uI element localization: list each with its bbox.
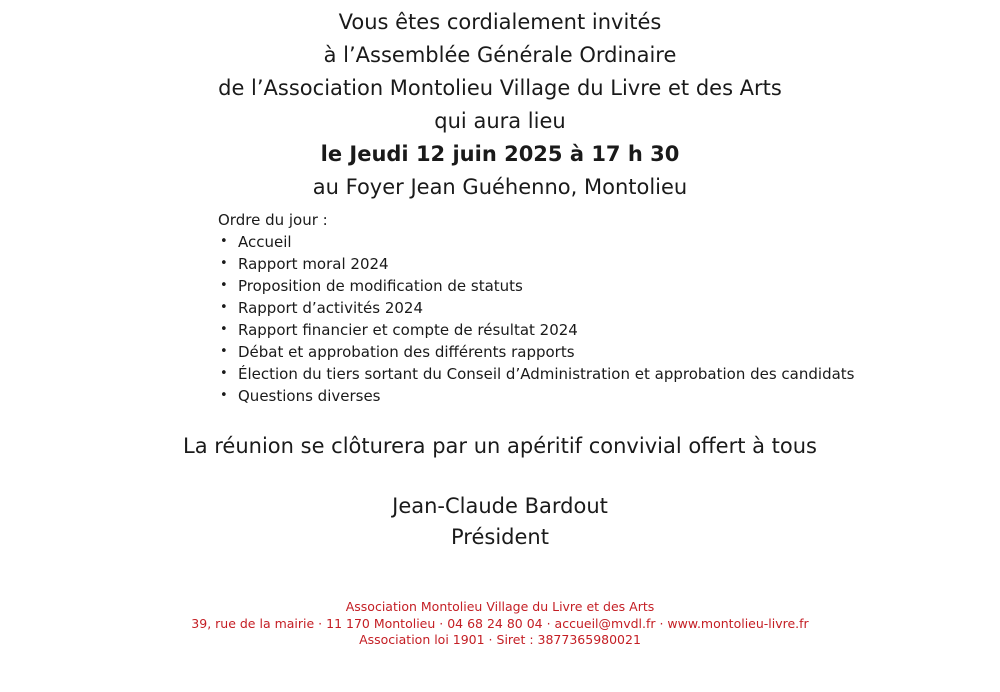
invitation-block (0, 6, 1000, 204)
bullet-icon: • (220, 344, 228, 359)
bullet-icon: • (220, 278, 228, 293)
footer-organization: Association Montolieu Village du Livre et des Arts (345, 599, 655, 614)
agenda-item (218, 297, 854, 319)
agenda-item-label: Rapport moral 2024 (238, 255, 389, 273)
signatory-name: Jean-Claude Bardout (392, 494, 608, 518)
agenda-item (218, 231, 854, 253)
agenda-item (218, 363, 854, 385)
agenda-item-label: Proposition de modification de statuts (238, 277, 523, 295)
event-date: le Jeudi 12 juin 2025 à 17 h 30 (320, 142, 680, 166)
invitation-line-3: de l’Association Montolieu Village du Livre et des Arts (218, 76, 782, 100)
bullet-icon: • (220, 366, 228, 381)
agenda-heading: Ordre du jour : (218, 211, 328, 229)
agenda-section (218, 209, 854, 407)
invitation-line-1: Vous êtes cordialement invités (338, 10, 662, 34)
agenda-item (218, 275, 854, 297)
agenda-item-label: Accueil (238, 233, 292, 251)
agenda-item-label: Rapport d’activités 2024 (238, 299, 424, 317)
agenda-item-label: Rapport financier et compte de résultat 2024 (238, 321, 578, 339)
invitation-line-2: à l’Assemblée Générale Ordinaire (323, 43, 677, 67)
bullet-icon: • (220, 300, 228, 315)
footer-registration: Association loi 1901 · Siret : 3877365980021 (359, 632, 641, 647)
agenda-item-label: Questions diverses (238, 387, 381, 405)
footer (0, 599, 1000, 649)
signature-block (0, 491, 1000, 553)
bullet-icon: • (220, 256, 228, 271)
agenda-item (218, 253, 854, 275)
agenda-item-label: Débat et approbation des différents rapports (238, 343, 575, 361)
signatory-title: Président (451, 525, 549, 549)
invitation-line-4: qui aura lieu (434, 109, 566, 133)
bullet-icon: • (220, 388, 228, 403)
bullet-icon: • (220, 322, 228, 337)
bullet-icon: • (220, 234, 228, 249)
agenda-item (218, 319, 854, 341)
agenda-item (218, 385, 854, 407)
agenda-list (218, 231, 854, 407)
agenda-item (218, 341, 854, 363)
footer-contact: 39, rue de la mairie · 11 170 Montolieu · 04 68 24 80 04 · accueil@mvdl.fr · www.montolieu-livre.fr (191, 615, 809, 631)
event-venue: au Foyer Jean Guéhenno, Montolieu (312, 175, 688, 199)
closing-note: La réunion se clôturera par un apéritif convivial offert à tous (183, 434, 817, 458)
agenda-item-label: Élection du tiers sortant du Conseil d’Administration et approbation des candidats (238, 365, 855, 383)
